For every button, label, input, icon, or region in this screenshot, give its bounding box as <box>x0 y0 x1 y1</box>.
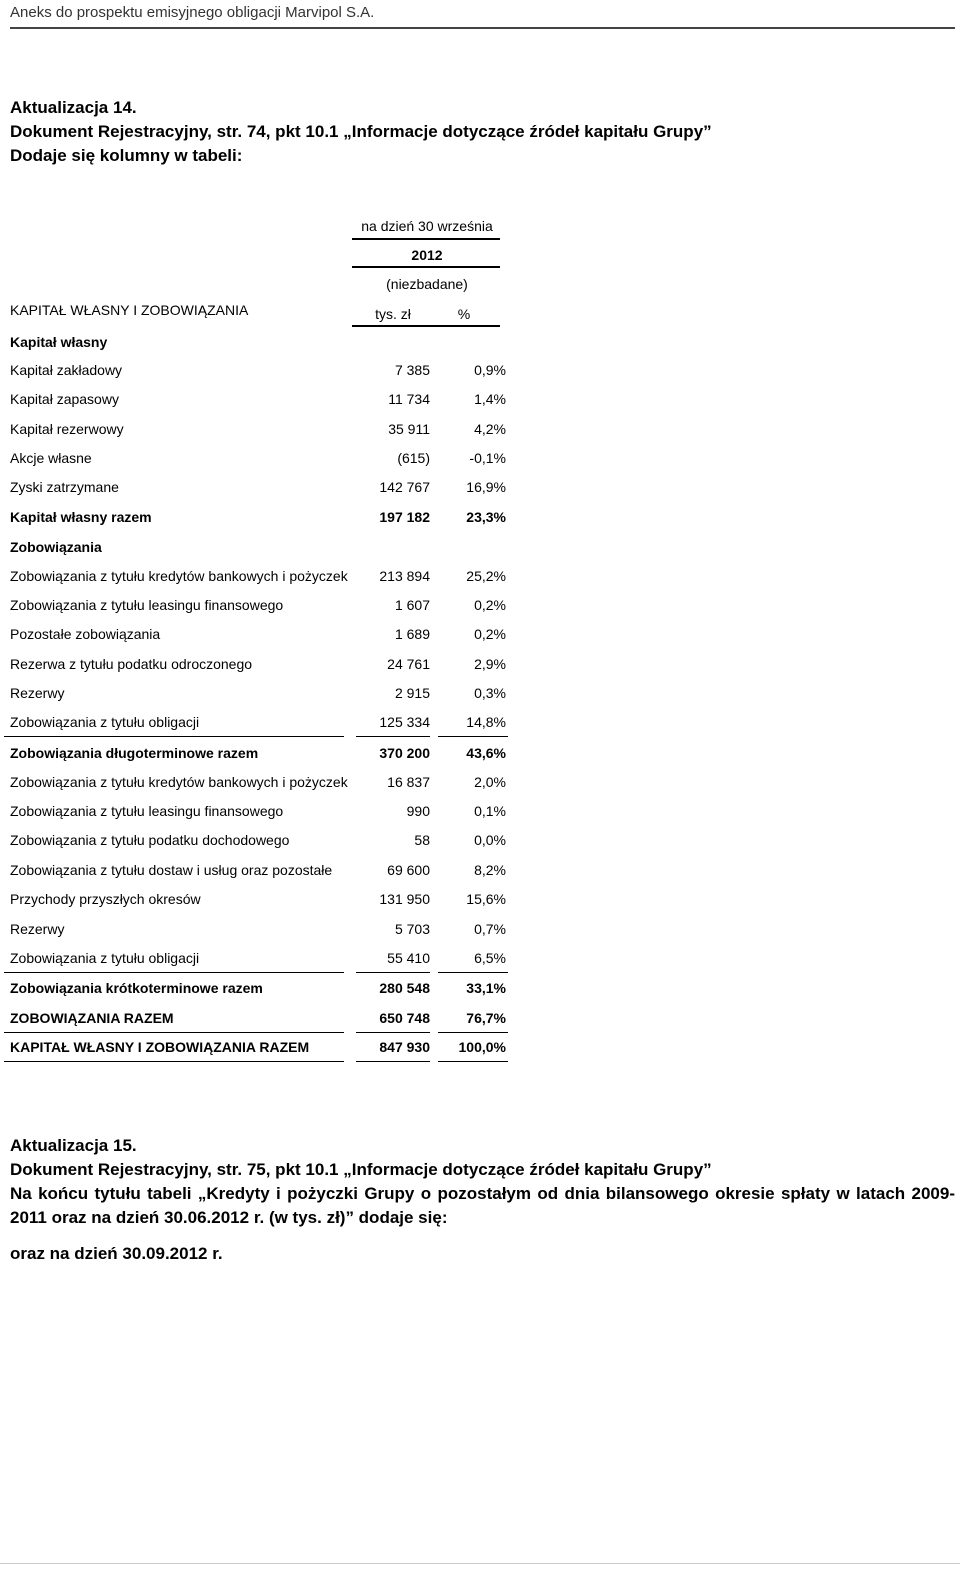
row-label: Zobowiązania długoterminowe razem <box>10 745 259 761</box>
row-label: Rezerwa z tytułu podatku odroczonego <box>10 656 253 672</box>
section-reference: Dokument Rejestracyjny, str. 74, pkt 10.1 „Informacje dotyczące źródeł kapitału Grupy” <box>10 122 712 141</box>
section-reference: Dokument Rejestracyjny, str. 75, pkt 10.1 „Informacje dotyczące źródeł kapitału Grupy” <box>10 1160 712 1179</box>
row-value: 650 748 <box>379 1010 430 1026</box>
row-label: Zobowiązania z tytułu obligacji <box>10 950 200 966</box>
section-addition: oraz na dzień 30.09.2012 r. <box>10 1244 223 1263</box>
row-value: 5 703 <box>394 921 430 937</box>
row-rule <box>438 972 508 973</box>
row-rule <box>356 972 430 973</box>
row-rule <box>438 1061 508 1062</box>
row-label: KAPITAŁ WŁASNY I ZOBOWIĄZANIA RAZEM <box>10 1039 310 1055</box>
row-percent: 23,3% <box>466 509 506 525</box>
header-rule <box>352 325 500 327</box>
row-percent: 2,9% <box>474 656 506 672</box>
row-rule <box>4 1061 344 1062</box>
table-row <box>10 330 510 354</box>
table-row <box>10 535 510 559</box>
row-label: Rezerwy <box>10 921 65 937</box>
row-value: 213 894 <box>379 568 430 584</box>
table-row <box>10 887 510 911</box>
table-row <box>10 622 510 646</box>
row-value: 35 911 <box>388 421 430 437</box>
table-row <box>10 505 510 529</box>
section-title: Aktualizacja 14. <box>10 98 137 117</box>
row-percent: 0,3% <box>474 685 506 701</box>
row-percent: 33,1% <box>466 980 506 996</box>
table-row <box>10 652 510 676</box>
table-row <box>10 741 510 765</box>
row-label: Kapitał własny razem <box>10 509 152 525</box>
row-label: Przychody przyszłych okresów <box>10 891 201 907</box>
row-value: 197 182 <box>379 509 430 525</box>
row-rule <box>4 972 344 973</box>
row-percent: 0,1% <box>474 803 506 819</box>
row-percent: 15,6% <box>466 891 506 907</box>
header-rule <box>352 238 500 240</box>
row-header: KAPITAŁ WŁASNY I ZOBOWIĄZANIA <box>10 302 249 318</box>
table-row <box>10 1035 510 1059</box>
row-percent: 14,8% <box>466 714 506 730</box>
row-rule <box>356 1061 430 1062</box>
row-label: Akcje własne <box>10 450 92 466</box>
row-value: 55 410 <box>387 950 430 966</box>
row-value: 11 734 <box>388 391 430 407</box>
row-percent: -0,1% <box>469 450 506 466</box>
row-label: Kapitał własny <box>10 334 108 350</box>
section-title: Aktualizacja 15. <box>10 1136 137 1155</box>
audit-column-header: (niezbadane) <box>386 276 468 292</box>
unit-percent-header: % <box>457 306 471 322</box>
table-row <box>10 946 510 970</box>
table-row <box>10 387 510 411</box>
row-percent: 25,2% <box>466 568 506 584</box>
row-percent: 43,6% <box>466 745 506 761</box>
row-percent: 1,4% <box>474 391 506 407</box>
row-percent: 6,5% <box>474 950 506 966</box>
footer-rule <box>0 1563 960 1564</box>
row-label: ZOBOWIĄZANIA RAZEM <box>10 1010 174 1026</box>
row-percent: 0,0% <box>474 832 506 848</box>
row-label: Zobowiązania <box>10 539 102 555</box>
table-row <box>10 828 510 852</box>
table-row <box>10 475 510 499</box>
row-value: 1 607 <box>394 597 430 613</box>
row-label: Kapitał rezerwowy <box>10 421 124 437</box>
table-row <box>10 417 510 441</box>
table-row <box>10 446 510 470</box>
table-row <box>10 799 510 823</box>
row-value: 2 915 <box>394 685 430 701</box>
row-rule <box>4 1032 344 1033</box>
section-update-15 <box>10 1134 955 1266</box>
row-label: Zobowiązania z tytułu kredytów bankowych i pożyczek <box>10 774 348 790</box>
row-label: Zobowiązania z tytułu podatku dochodowego <box>10 832 290 848</box>
running-header: Aneks do prospektu emisyjnego obligacji Marvipol S.A. <box>10 4 955 29</box>
year-column-header: 2012 <box>411 247 443 263</box>
table-row <box>10 564 510 588</box>
row-percent: 2,0% <box>474 774 506 790</box>
row-value: 16 837 <box>387 774 430 790</box>
row-label: Zobowiązania z tytułu leasingu finansowego <box>10 597 284 613</box>
table-row <box>10 593 510 617</box>
row-label: Zyski zatrzymane <box>10 479 119 495</box>
section-update-14 <box>10 96 712 168</box>
row-value: 7 385 <box>394 362 430 378</box>
table-row <box>10 710 510 734</box>
row-rule <box>4 736 344 737</box>
row-value: 131 950 <box>379 891 430 907</box>
table-row <box>10 917 510 941</box>
section-instruction: Na końcu tytułu tabeli „Kredyty i pożyczki Grupy o pozostałym od dnia bilansowego okresie spłaty w latach 2009-2011 oraz na dzień 30.06.2012 r. (w tys. zł)” dodaje się: <box>10 1184 955 1227</box>
header-rule <box>352 266 500 268</box>
unit-value-header: tys. zł <box>375 306 411 322</box>
row-percent: 0,7% <box>474 921 506 937</box>
row-value: 847 930 <box>379 1039 430 1055</box>
row-label: Zobowiązania z tytułu kredytów bankowych i pożyczek <box>10 568 348 584</box>
row-label: Zobowiązania z tytułu leasingu finansowego <box>10 803 284 819</box>
table-row <box>10 358 510 382</box>
row-value: 1 689 <box>394 626 430 642</box>
row-value: 990 <box>406 803 430 819</box>
row-label: Kapitał zapasowy <box>10 391 119 407</box>
section-instruction: Dodaje się kolumny w tabeli: <box>10 146 243 165</box>
row-percent: 0,9% <box>474 362 506 378</box>
row-value: 69 600 <box>387 862 430 878</box>
row-rule <box>356 1032 430 1033</box>
row-value: 370 200 <box>379 745 430 761</box>
row-label: Rezerwy <box>10 685 65 701</box>
row-percent: 4,2% <box>474 421 506 437</box>
row-percent: 100,0% <box>458 1039 506 1055</box>
date-column-header: na dzień 30 września <box>361 218 493 234</box>
row-percent: 16,9% <box>466 479 506 495</box>
row-label: Zobowiązania z tytułu obligacji <box>10 714 200 730</box>
table-row <box>10 858 510 882</box>
row-percent: 0,2% <box>474 597 506 613</box>
row-value: 280 548 <box>379 980 430 996</box>
row-rule <box>356 736 430 737</box>
row-value: 24 761 <box>387 656 430 672</box>
row-value: 125 334 <box>379 714 430 730</box>
table-row <box>10 770 510 794</box>
row-percent: 8,2% <box>474 862 506 878</box>
row-label: Kapitał zakładowy <box>10 362 123 378</box>
row-value: 58 <box>414 832 430 848</box>
table-row <box>10 1006 510 1030</box>
row-label: Pozostałe zobowiązania <box>10 626 161 642</box>
row-value: (615) <box>397 450 430 466</box>
row-value: 142 767 <box>379 479 430 495</box>
row-label: Zobowiązania krótkoterminowe razem <box>10 980 263 996</box>
row-percent: 0,2% <box>474 626 506 642</box>
row-rule <box>438 1032 508 1033</box>
row-percent: 76,7% <box>466 1010 506 1026</box>
table-row <box>10 681 510 705</box>
table-row <box>10 976 510 1000</box>
row-label: Zobowiązania z tytułu dostaw i usług oraz pozostałe <box>10 862 333 878</box>
row-rule <box>438 736 508 737</box>
